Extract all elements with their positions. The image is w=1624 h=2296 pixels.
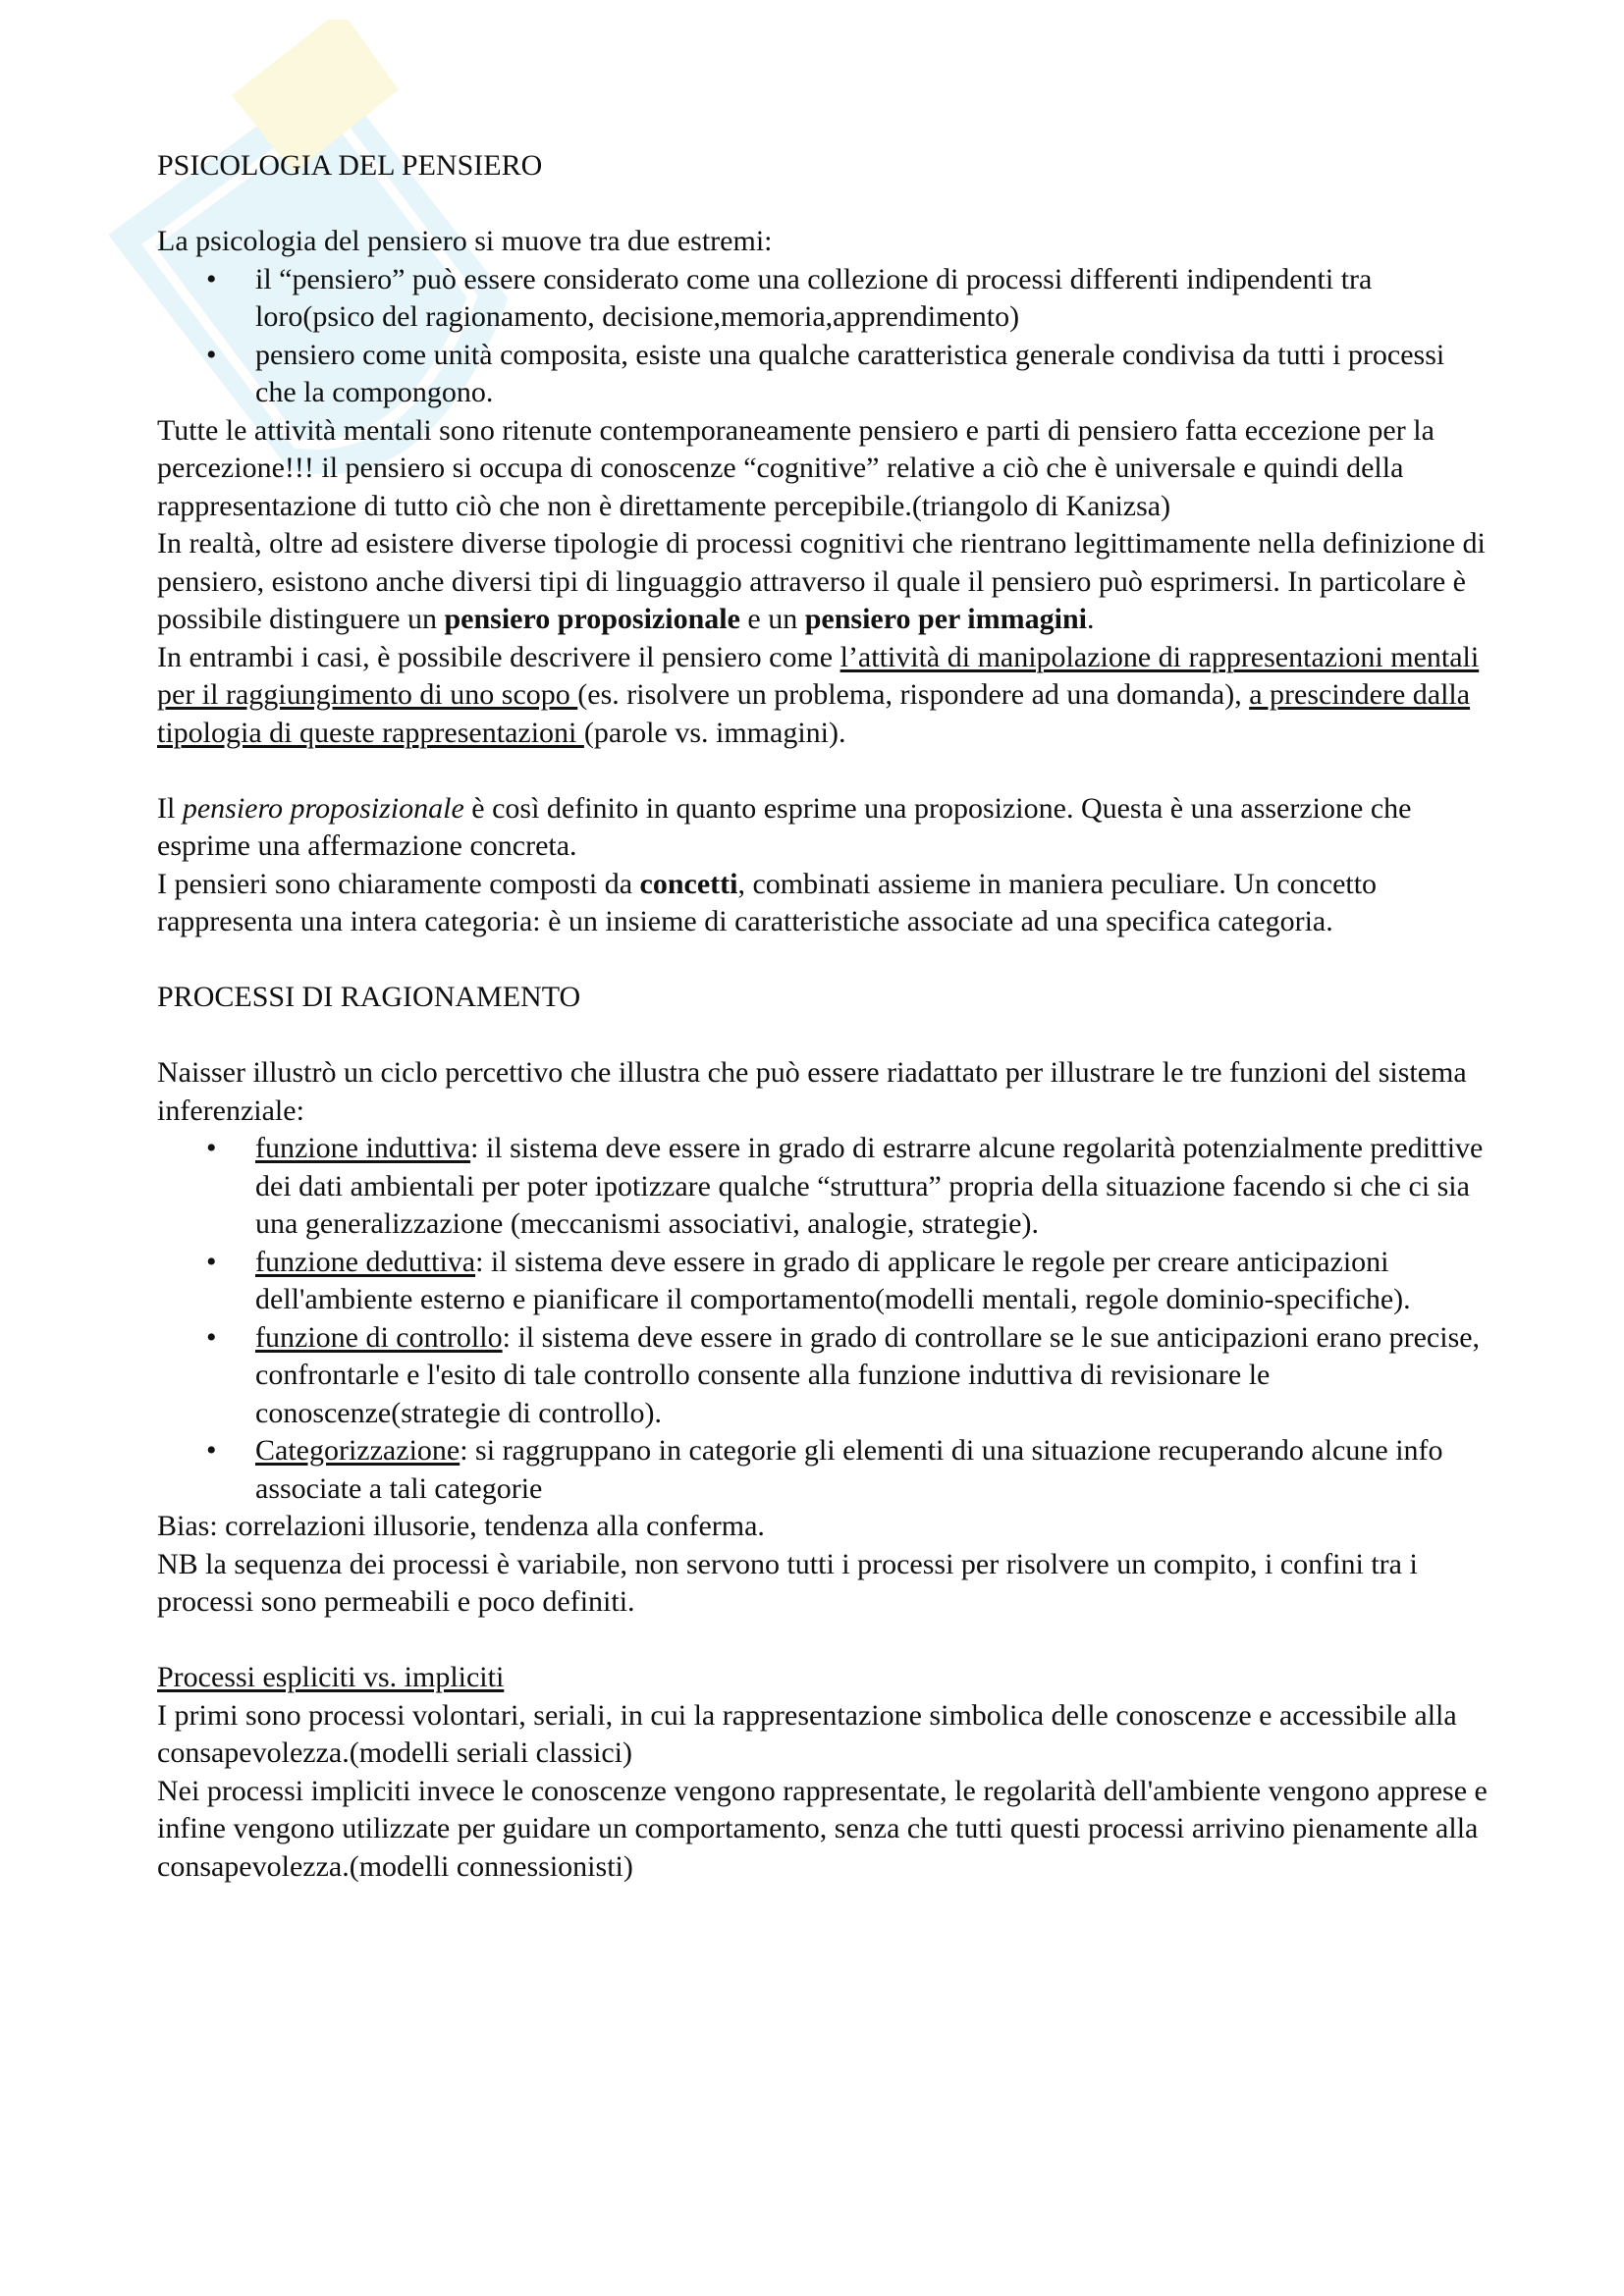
intro-paragraph: La psicologia del pensiero si muove tra due estremi: — [157, 225, 773, 257]
section-heading-ragionamento: PROCESSI DI RAGIONAMENTO — [157, 981, 581, 1013]
intro-bullet-list — [157, 261, 1492, 412]
section-heading-espliciti-impliciti: Processi espliciti vs. impliciti — [157, 1661, 505, 1693]
bold-term: pensiero per immagini — [804, 603, 1087, 635]
bold-term: concetti — [639, 867, 738, 900]
paragraph-impliciti: Nei processi impliciti invece le conoscenze vengono rappresentate, le regolarità dell'ambiente vengono apprese e infine vengono utilizzate per guidare un comportamento, senza che tutti questi processi arrivino pienamente alla consapevolezza.(modelli connessionisti) — [157, 1774, 1488, 1883]
bold-term: pensiero proposizionale — [444, 603, 740, 635]
funzione-bullet-item: • funzione induttiva: il sistema deve essere in grado di estrarre alcune regolarità potenzialmente predittive dei dati ambientali per poter ipotizzare qualche “struttura” propria della situazione facendo si che ci sia una generalizzazione (meccanismi associativi, analogie, strategie). — [157, 1130, 1492, 1244]
document-page — [157, 147, 1492, 1886]
paragraph-bias: Bias: correlazioni illusorie, tendenza alla conferma. — [157, 1510, 765, 1542]
underlined-term: funzione deduttiva — [255, 1245, 476, 1278]
underlined-term: funzione di controllo — [255, 1320, 503, 1354]
underlined-phrase: l’attività di manipolazione di rappresentazioni mentali per il raggiungimento di uno scopo — [157, 640, 1480, 711]
paragraph-pensiero-proposizionale: Il pensiero proposizionale è così definito in quanto esprime una proposizione. Questa è una asserzione che esprime una affermazione concreta. — [157, 791, 1412, 862]
funzione-bullet-item: • funzione di controllo: il sistema deve essere in grado di controllare se le sue anticipazioni erano precise, confrontarle e l'esito di tale controllo consente alla funzione induttiva di revisionare le conoscenze(strategie di controllo). — [157, 1319, 1492, 1433]
funzione-bullet-item: • Categorizzazione: si raggruppano in categorie gli elementi di una situazione recuperando alcune info associate a tali categorie — [157, 1432, 1492, 1508]
underlined-term: funzione induttiva — [255, 1132, 471, 1164]
intro-bullet-item: • pensiero come unità composita, esiste una qualche caratteristica generale condivisa da tutti i processi che la compongono. — [157, 337, 1492, 412]
funzione-bullet-item: • funzione deduttiva: il sistema deve essere in grado di applicare le regole per creare anticipazioni dell'ambiente esterno e pianificare il comportamento(modelli mentali, regole dominio-specifiche). — [157, 1244, 1492, 1319]
paragraph-nb: NB la sequenza dei processi è variabile, non servono tutti i processi per risolvere un compito, i confini tra i processi sono permeabili e poco definiti. — [157, 1547, 1418, 1618]
paragraph-primi: I primi sono processi volontari, seriali, in cui la rappresentazione simbolica delle conoscenze e accessibile alla consapevolezza.(modelli seriali classici) — [157, 1698, 1457, 1769]
paragraph-attivita-mentali: Tutte le attività mentali sono ritenute contemporaneamente pensiero e parti di pensiero fatta eccezione per la percezione!!! il pensiero si occupa di conoscenze “cognitive” relative a ciò che è universale e quindi della rappresentazione di tutto ciò che non è direttamente percepibile.(triangolo di Kanizsa) — [157, 413, 1435, 522]
paragraph-concetti: I pensieri sono chiaramente composti da concetti, combinati assieme in maniera peculiare. Un concetto rappresenta una intera categoria: è un insieme di caratteristiche associate ad una specifica categoria. — [157, 867, 1378, 937]
underlined-term: Categorizzazione — [255, 1434, 460, 1467]
document-title: PSICOLOGIA DEL PENSIERO — [157, 149, 543, 182]
underlined-phrase: a prescindere dalla tipologia di queste rappresentazioni — [157, 678, 1471, 749]
paragraph-in-realta: In realtà, oltre ad esistere diverse tipologie di processi cognitivi che rientrano legittimamente nella definizione di pensiero, esistono anche diversi tipi di linguaggio attraverso il quale il pensiero può esprimersi. In particolare è possibile distinguere un pensiero proposizionale e un pensiero per immagini. — [157, 527, 1486, 635]
paragraph-naisser: Naisser illustrò un ciclo percettivo che illustra che può essere riadattato per illustrare le tre funzioni del sistema inferenziale: — [157, 1056, 1467, 1127]
intro-bullet-item: • il “pensiero” può essere considerato come una collezione di processi differenti indipendenti tra loro(psico del ragionamento, decisione,memoria,apprendimento) — [157, 261, 1492, 337]
italic-term: pensiero proposizionale — [182, 791, 464, 825]
paragraph-entrambi-i-casi: In entrambi i casi, è possibile descrivere il pensiero come l’attività di manipolazione di rappresentazioni mentali per il raggiungimento di uno scopo (es. risolvere un problema, rispondere ad una domanda), a prescindere dalla tipologia di queste rappresentazioni (parole vs. immagini). — [157, 640, 1480, 749]
funzioni-bullet-list — [157, 1130, 1492, 1508]
